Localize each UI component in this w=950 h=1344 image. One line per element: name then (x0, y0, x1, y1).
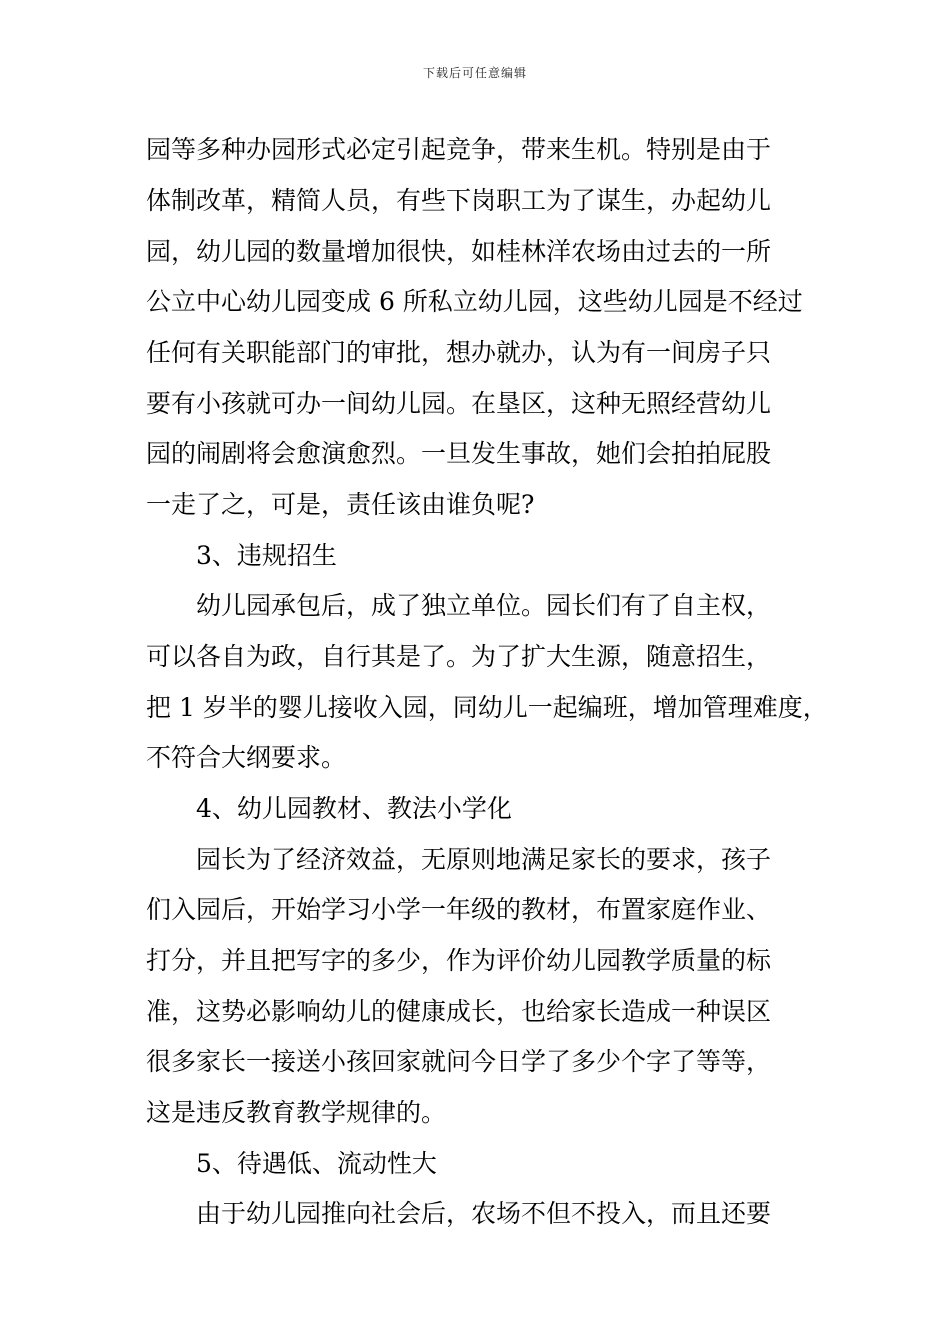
body-line: 们入园后，开始学习小学一年级的教材，布置家庭作业、 (146, 895, 772, 924)
body-line: 公立中心幼儿园变成 6 所私立幼儿园，这些幼儿园是不经过 (146, 287, 803, 316)
body-line: 幼儿园承包后，成了独立单位。园长们有了自主权， (196, 591, 772, 620)
body-line: 打分，并且把写字的多少，作为评价幼儿园教学质量的标 (146, 946, 772, 975)
body-line: 把 1 岁半的婴儿接收入园，同幼儿一起编班，增加管理难度， (146, 693, 828, 722)
body-line: 园长为了经济效益，无原则地满足家长的要求，孩子 (196, 845, 772, 874)
body-line: 准，这势必影响幼儿的健康成长，也给家长造成一种误区 (146, 997, 772, 1026)
body-line: 园，幼儿园的数量增加很快，如桂林洋农场由过去的一所 (146, 237, 772, 266)
body-line: 要有小孩就可办一间幼儿园。在垦区，这种无照经营幼儿 (146, 389, 772, 418)
body-line: 一走了之，可是，责任该由谁负呢? (146, 490, 535, 519)
section-heading: 5、待遇低、流动性大 (196, 1149, 437, 1178)
body-line: 由于幼儿园推向社会后，农场不但不投入，而且还要 (196, 1199, 772, 1228)
body-line: 任何有关职能部门的审批，想办就办，认为有一间房子只 (146, 338, 772, 367)
section-heading: 3、违规招生 (196, 541, 337, 570)
section-heading: 4、幼儿园教材、教法小学化 (196, 794, 512, 823)
page-header: 下载后可任意编辑 (422, 66, 527, 80)
body-line: 这是违反教育教学规律的。 (146, 1098, 447, 1127)
body-line: 园的闹剧将会愈演愈烈。一旦发生事故，她们会拍拍屁股 (146, 439, 772, 468)
body-line: 很多家长一接送小孩回家就问今日学了多少个字了等等， (146, 1047, 772, 1076)
body-line: 可以各自为政，自行其是了。为了扩大生源，随意招生， (146, 642, 772, 671)
body-line: 体制改革，精简人员，有些下岗职工为了谋生，办起幼儿 (146, 186, 772, 215)
body-line: 园等多种办园形式必定引起竞争，带来生机。特别是由于 (146, 135, 772, 164)
body-line: 不符合大纲要求。 (146, 743, 347, 772)
